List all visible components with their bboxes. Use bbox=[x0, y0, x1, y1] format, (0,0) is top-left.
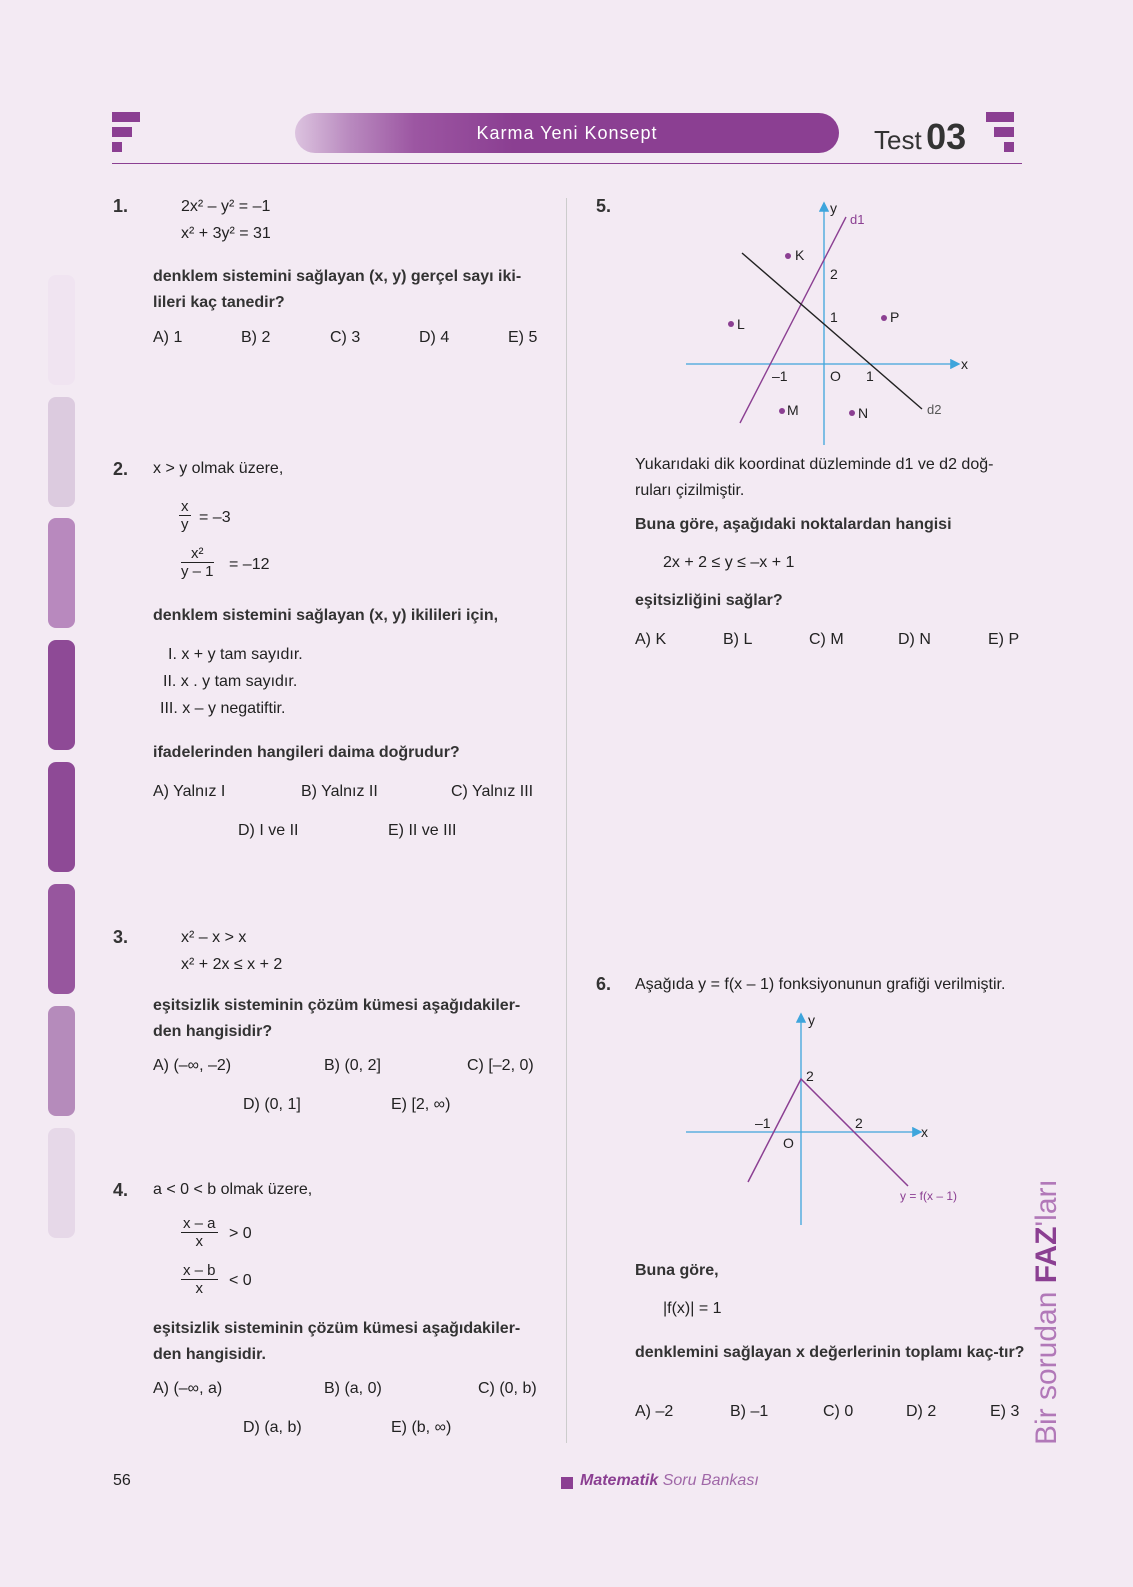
q2-frac2-den: y – 1 bbox=[181, 563, 214, 580]
q4-option-e[interactable]: E) (b, ∞) bbox=[391, 1419, 452, 1436]
q2-option-e[interactable]: E) II ve III bbox=[388, 822, 457, 839]
q4-prompt: eşitsizlik sisteminin çözüm kümesi aşağıdakiler-den hangisidir. bbox=[153, 1320, 521, 1363]
q3-prompt: eşitsizlik sisteminin çözüm kümesi aşağıdakiler-den hangisidir? bbox=[153, 997, 521, 1040]
q2-option-c[interactable]: C) Yalnız III bbox=[451, 783, 534, 800]
test-number: 03 bbox=[926, 116, 967, 157]
q5-tick-x-neg: –1 bbox=[772, 368, 788, 384]
q5-prompt: Buna göre, aşağıdaki noktalardan hangisi bbox=[635, 516, 952, 533]
q2-frac1-den: y bbox=[181, 516, 189, 533]
q2-frac2-num: x² bbox=[181, 545, 214, 563]
side-suffix: 'ları bbox=[1030, 1179, 1063, 1227]
q6-option-b[interactable]: B) –1 bbox=[730, 1403, 769, 1420]
q4-option-c[interactable]: C) (0, b) bbox=[478, 1380, 537, 1397]
q2-intro: x > y olmak üzere, bbox=[153, 460, 284, 477]
q4-intro: a < 0 < b olmak üzere, bbox=[153, 1181, 313, 1198]
q5-origin: O bbox=[830, 368, 841, 384]
q3-option-e[interactable]: E) [2, ∞) bbox=[391, 1096, 451, 1113]
q6-tick-x-pos: 2 bbox=[855, 1115, 863, 1131]
q6-curve-label: y = f(x – 1) bbox=[900, 1189, 958, 1203]
q6-tick-x-neg: –1 bbox=[755, 1115, 771, 1131]
q6-intro: Aşağıda y = f(x – 1) fonksiyonunun grafiği verilmiştir. bbox=[635, 976, 1006, 993]
book-title bbox=[580, 1472, 759, 1490]
q2-statement-3: III. x – y negatiftir. bbox=[160, 700, 286, 717]
q5-option-a[interactable]: A) K bbox=[635, 631, 667, 648]
q5-option-e[interactable]: E) P bbox=[988, 631, 1020, 648]
q4-option-b[interactable]: B) (a, 0) bbox=[324, 1380, 382, 1397]
q5-option-c[interactable]: C) M bbox=[809, 631, 844, 648]
q1-option-d[interactable]: D) 4 bbox=[419, 329, 450, 346]
q5-tick-x-pos: 1 bbox=[866, 368, 874, 384]
q5-x-label: x bbox=[961, 356, 968, 372]
q6-prompt: Buna göre, bbox=[635, 1262, 719, 1279]
q3-equation-2: x² + 2x ≤ x + 2 bbox=[181, 956, 283, 973]
q6-option-a[interactable]: A) –2 bbox=[635, 1403, 674, 1420]
q3-option-a[interactable]: A) (–∞, –2) bbox=[153, 1057, 232, 1074]
q5-y-label: y bbox=[830, 200, 837, 216]
q5-option-d[interactable]: D) N bbox=[898, 631, 931, 648]
q3-option-d[interactable]: D) (0, 1] bbox=[243, 1096, 301, 1113]
q6-option-d[interactable]: D) 2 bbox=[906, 1403, 937, 1420]
q4-frac2-den: x bbox=[195, 1280, 204, 1297]
q2-prompt: denklem sistemini sağlayan (x, y) ikilileri için, bbox=[153, 607, 499, 624]
q6-question: denklemini sağlayan x değerlerinin toplamı kaç-tır? bbox=[635, 1344, 1025, 1361]
book-title-rest: Soru Bankası bbox=[662, 1472, 759, 1489]
q4-frac2-num: x – b bbox=[183, 1262, 216, 1279]
side-brand: FAZ bbox=[1030, 1226, 1063, 1284]
q1-number: 1. bbox=[113, 196, 129, 216]
q1-equation-1: 2x² – y² = –1 bbox=[181, 198, 271, 215]
q4-option-d[interactable]: D) (a, b) bbox=[243, 1419, 302, 1436]
q1-option-b[interactable]: B) 2 bbox=[241, 329, 271, 346]
q6-y-label: y bbox=[808, 1012, 815, 1028]
q5-option-b[interactable]: B) L bbox=[723, 631, 753, 648]
q5-label-d2: d2 bbox=[927, 402, 942, 417]
q2-option-b[interactable]: B) Yalnız II bbox=[301, 783, 378, 800]
q4-number: 4. bbox=[113, 1180, 129, 1200]
q1-option-c[interactable]: C) 3 bbox=[330, 329, 361, 346]
q2-question: ifadelerinden hangileri daima doğrudur? bbox=[153, 744, 460, 761]
q5-question: eşitsizliğini sağlar? bbox=[635, 592, 783, 609]
q4-frac1-rhs: > 0 bbox=[229, 1225, 252, 1242]
q2-frac2-rhs: = –12 bbox=[229, 556, 270, 573]
q4-frac2-rhs: < 0 bbox=[229, 1272, 252, 1289]
q5-label-l: L bbox=[737, 316, 745, 332]
side-prefix: Bir sorudan bbox=[1030, 1283, 1063, 1445]
q5-label-k: K bbox=[795, 247, 805, 263]
q4-option-a[interactable]: A) (–∞, a) bbox=[153, 1380, 223, 1397]
section-title: Karma Yeni Konsept bbox=[295, 113, 839, 153]
q6-x-label: x bbox=[921, 1124, 928, 1140]
q3-number: 3. bbox=[113, 927, 129, 947]
q6-tick-y: 2 bbox=[806, 1068, 814, 1084]
q6-number: 6. bbox=[596, 974, 612, 994]
q5-label-d1: d1 bbox=[850, 212, 865, 227]
q2-statement-1: I. x + y tam sayıdır. bbox=[168, 646, 303, 663]
book-title-bold: Matematik bbox=[580, 1472, 659, 1489]
q6-equation: |f(x)| = 1 bbox=[663, 1300, 722, 1317]
q4-frac1-num: x – a bbox=[183, 1215, 216, 1232]
q3-option-b[interactable]: B) (0, 2] bbox=[324, 1057, 381, 1074]
q6-option-c[interactable]: C) 0 bbox=[823, 1403, 854, 1420]
q6-option-e[interactable]: E) 3 bbox=[990, 1403, 1020, 1420]
q5-number: 5. bbox=[596, 196, 612, 216]
q5-label-m: M bbox=[787, 402, 799, 418]
q5-description: Yukarıdaki dik koordinat düzleminde d1 ve d2 doğ-ruları çizilmiştir. bbox=[635, 456, 994, 499]
q2-number: 2. bbox=[113, 459, 129, 479]
q1-prompt: denklem sistemini sağlayan (x, y) gerçel sayı iki-lileri kaç tanedir? bbox=[153, 268, 522, 311]
q5-tick-y2: 2 bbox=[830, 266, 838, 282]
q2-statement-2: II. x . y tam sayıdır. bbox=[163, 673, 298, 690]
footer-square-icon bbox=[561, 1477, 573, 1489]
q2-option-a[interactable]: A) Yalnız I bbox=[153, 783, 226, 800]
side-brand-text bbox=[1030, 1179, 1064, 1445]
q5-inequality: 2x + 2 ≤ y ≤ –x + 1 bbox=[663, 554, 795, 571]
q2-frac1-num: x bbox=[181, 498, 189, 515]
q2-frac1-rhs: = –3 bbox=[199, 509, 231, 526]
q1-equation-2: x² + 3y² = 31 bbox=[181, 225, 271, 242]
q5-tick-y1: 1 bbox=[830, 309, 838, 325]
q4-frac1-den: x bbox=[195, 1233, 204, 1250]
q3-option-c[interactable]: C) [–2, 0) bbox=[467, 1057, 534, 1074]
page-number: 56 bbox=[113, 1472, 131, 1489]
test-label: Test bbox=[874, 125, 922, 155]
q1-option-a[interactable]: A) 1 bbox=[153, 329, 183, 346]
q5-label-p: P bbox=[890, 309, 900, 325]
q2-option-d[interactable]: D) I ve II bbox=[238, 822, 299, 839]
q5-label-n: N bbox=[858, 405, 869, 421]
q6-origin: O bbox=[783, 1135, 794, 1151]
q3-equation-1: x² – x > x bbox=[181, 929, 247, 946]
q1-option-e[interactable]: E) 5 bbox=[508, 329, 538, 346]
